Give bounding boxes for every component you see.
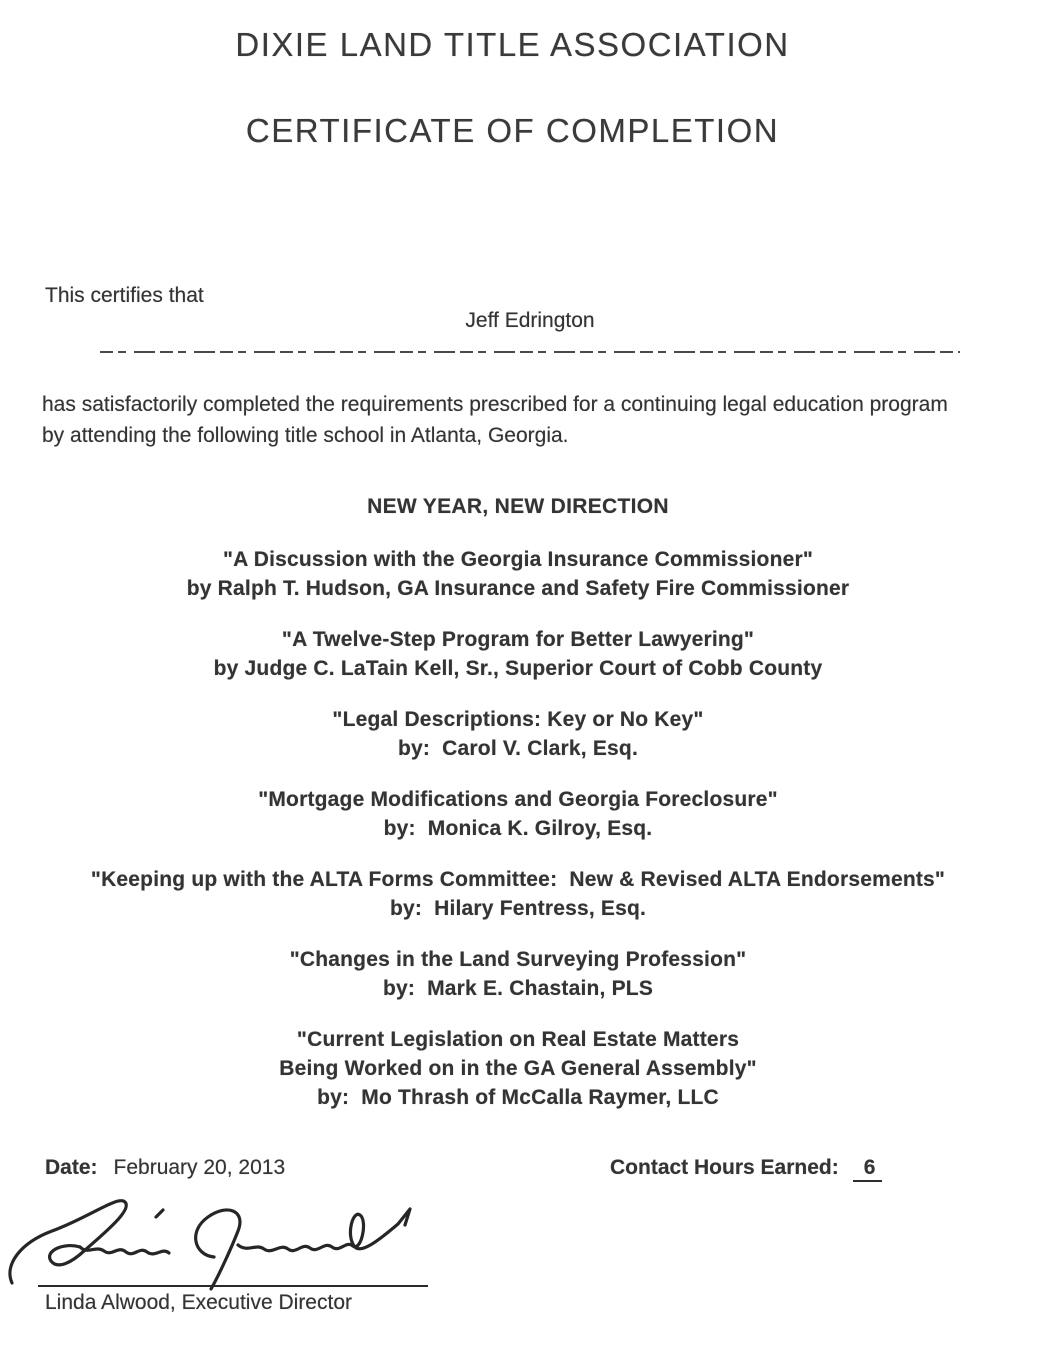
session-speaker: by Judge C. LaTain Kell, Sr., Superior Court of Cobb County (213, 657, 823, 680)
recipient-name: Jeff Edrington (465, 309, 595, 332)
session-title: "A Discussion with the Georgia Insurance Commissioner" (222, 548, 814, 571)
recipient-underline (100, 351, 960, 353)
session-title: "A Twelve-Step Program for Better Lawyering" (281, 628, 755, 651)
session-title-line2: Being Worked on in the GA General Assembly" (279, 1057, 757, 1080)
session-item (23, 785, 1013, 843)
session-item (23, 1025, 1013, 1112)
contact-hours-field (610, 1156, 882, 1180)
session-speaker: by: Hilary Fentress, Esq. (389, 897, 647, 920)
session-speaker: by: Mo Thrash of McCalla Raymer, LLC (317, 1086, 719, 1109)
session-item (23, 545, 1013, 603)
certificate-title: CERTIFICATE OF COMPLETION (245, 112, 780, 149)
session-title: "Mortgage Modifications and Georgia Foreclosure" (258, 788, 778, 811)
session-title: "Keeping up with the ALTA Forms Committee: New & Revised ALTA Endorsements" (90, 868, 946, 891)
signer-name-title: Linda Alwood, Executive Director (45, 1291, 352, 1314)
session-item (23, 625, 1013, 683)
date-label: Date: (45, 1156, 98, 1179)
certifies-label: This certifies that (45, 284, 204, 307)
session-item (23, 945, 1013, 1003)
session-speaker: by Ralph T. Hudson, GA Insurance and Safety Fire Commissioner (186, 577, 850, 600)
session-speaker: by: Carol V. Clark, Esq. (398, 737, 638, 760)
contact-hours-value: 6 (853, 1156, 883, 1182)
session-item (23, 865, 1013, 923)
signature-underline (38, 1285, 428, 1287)
session-speaker: by: Monica K. Gilroy, Esq. (383, 817, 653, 840)
session-title: "Changes in the Land Surveying Profession" (289, 948, 747, 971)
program-title: NEW YEAR, NEW DIRECTION (367, 495, 669, 518)
date-value: February 20, 2013 (113, 1156, 286, 1179)
signature-image (6, 1191, 426, 1293)
session-title: "Current Legislation on Real Estate Matters (296, 1028, 740, 1051)
date-field (45, 1156, 285, 1180)
session-item (23, 705, 1013, 763)
completion-statement: has satisfactorily completed the requirements prescribed for a continuing legal education program by attending the following title school in Atlanta, Georgia. (42, 393, 954, 447)
contact-hours-label: Contact Hours Earned: (610, 1156, 839, 1179)
session-speaker: by: Mark E. Chastain, PLS (382, 977, 654, 1000)
session-list (23, 545, 1013, 1134)
session-title: "Legal Descriptions: Key or No Key" (332, 708, 704, 731)
organization-title: DIXIE LAND TITLE ASSOCIATION (235, 26, 790, 63)
